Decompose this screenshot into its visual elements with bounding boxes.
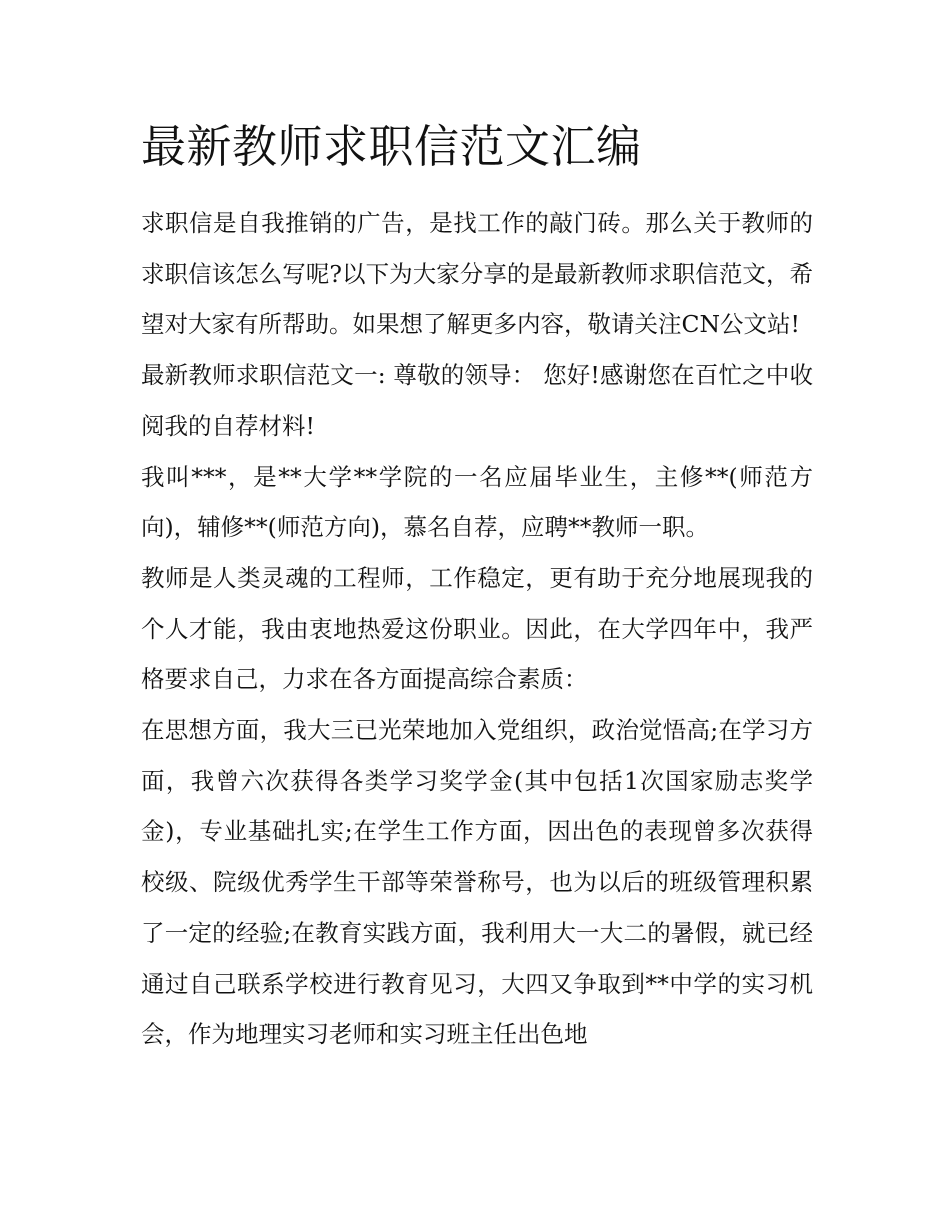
paragraph-greeting: 最新教师求职信范文一: 尊敬的领导： 您好!感谢您在百忙之中收阅我的自荐材料! <box>141 361 813 440</box>
paragraph-self-introduction: 我叫***，是**大学**学院的一名应届毕业生，主修**(师范方向)，辅修**(师范方向)，慕名自荐，应聘**教师一职。 <box>141 462 813 542</box>
paragraph-motivation: 教师是人类灵魂的工程师，工作稳定，更有助于充分地展现我的个人才能，我由衷地热爱这份职业。因此，在大学四年中，我严格要求自己，力求在各方面提高综合素质： <box>141 563 813 694</box>
paragraph-intro: 求职信是自我推销的广告，是找工作的敲门砖。那么关于教师的求职信该怎么写呢?以下为大家分享的是最新教师求职信范文，希望对大家有所帮助。如果想了解更多内容，敬请关注CN公文站! <box>141 209 813 339</box>
document-body <box>141 198 813 1060</box>
document-title: 最新教师求职信范文汇编 <box>141 120 642 173</box>
paragraph-achievements: 在思想方面，我大三已光荣地加入党组织，政治觉悟高;在学习方面，我曾六次获得各类学习奖学金(其中包括1次国家励志奖学金)，专业基础扎实;在学生工作方面，因出色的表现曾多次获得校级、院级优秀学生干部等荣誉称号，也为以后的班级管理积累了一定的经验;在教育实践方面，我利用大一大二的暑假，就已经通过自己联系学校进行教育见习，大四又争取到**中学的实习机会，作为地理实习老师和实习班主任出色地 <box>141 716 813 1049</box>
